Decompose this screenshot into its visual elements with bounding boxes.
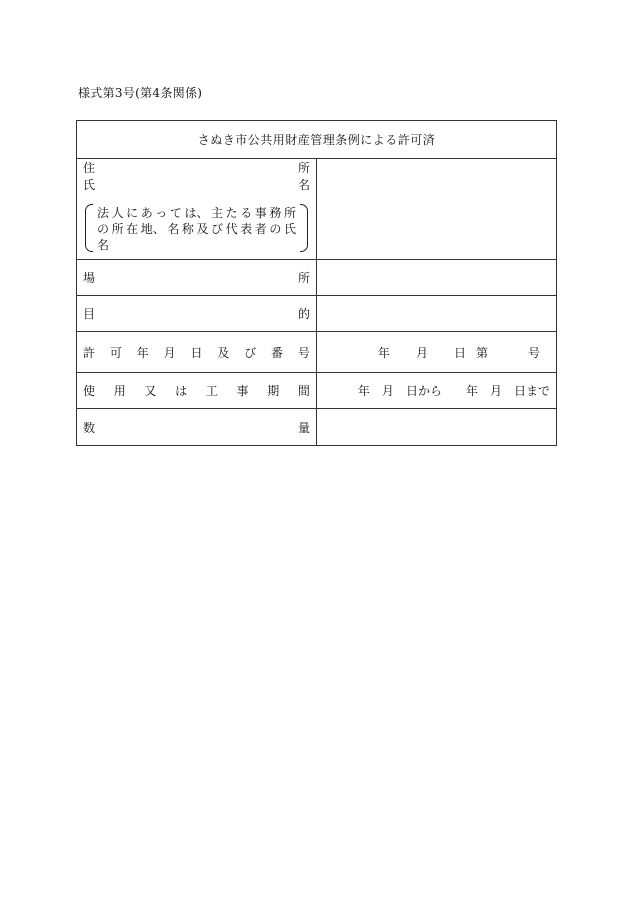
label-char: 月 — [415, 345, 428, 360]
label-char: 務 — [269, 206, 282, 220]
label-char: 日 — [453, 345, 466, 360]
label-char: 号 — [297, 345, 310, 360]
label-char: 目 — [83, 307, 96, 321]
label-char: 場 — [83, 271, 96, 285]
label-char: 日 — [190, 345, 203, 360]
label-char: 年 — [357, 384, 370, 398]
corporation-note — [83, 205, 310, 253]
quantity-label-cell — [77, 409, 317, 446]
period-value-cell[interactable] — [317, 373, 557, 409]
label-char: 代 — [225, 222, 238, 236]
label-char: 可 — [109, 345, 122, 360]
label-char: 用 — [113, 384, 126, 398]
label-char: 住 — [83, 161, 96, 175]
label-char: 称 — [181, 222, 194, 236]
label-char: び — [211, 222, 224, 236]
applicant-value-cell[interactable] — [317, 159, 557, 260]
place-label-cell — [77, 260, 317, 296]
label-char: 日から — [405, 384, 442, 398]
label-char: 者 — [254, 222, 267, 236]
label-char: 事 — [236, 384, 249, 398]
label-char: び — [244, 345, 257, 360]
permit-date-value-cell[interactable] — [317, 332, 557, 373]
label-char: 第 — [475, 345, 488, 360]
label-char: 月 — [489, 384, 502, 398]
permit-date-label-cell — [77, 332, 317, 373]
label-char: は — [175, 384, 188, 398]
applicant-label-cell — [77, 159, 317, 260]
purpose-value-cell[interactable] — [317, 296, 557, 332]
label-char: っ — [155, 206, 168, 220]
label-char: 年 — [465, 384, 478, 398]
label-char: 使 — [83, 384, 96, 398]
permit-date-label — [83, 344, 310, 361]
place-label — [83, 269, 310, 286]
label-char: 年 — [377, 345, 390, 360]
label-char: 所 — [297, 271, 310, 285]
corporation-note-line-2 — [97, 221, 296, 237]
label-char: て — [169, 206, 182, 220]
corporation-note-line-1 — [97, 205, 296, 221]
table-title: さぬき市公共用財産管理条例による許可済 — [77, 121, 557, 159]
corporation-note-line-3: 名 — [97, 238, 110, 252]
label-char: 量 — [297, 420, 310, 435]
label-char: 月 — [381, 384, 394, 398]
label-char: 及 — [196, 222, 209, 236]
period-label — [83, 382, 310, 399]
label-char: 月 — [163, 345, 176, 360]
label-char: 人 — [111, 206, 124, 220]
left-bracket — [85, 204, 93, 252]
label-char: 主 — [211, 206, 224, 220]
label-char: 年 — [136, 345, 149, 360]
label-char: 氏 — [283, 222, 296, 236]
label-char: 工 — [205, 384, 218, 398]
label-char: 所 — [111, 222, 124, 236]
label-char: 名 — [297, 178, 310, 192]
label-char: た — [225, 206, 238, 220]
label-char: 名 — [167, 222, 180, 236]
period-label-cell — [77, 373, 317, 409]
label-char: 所 — [297, 161, 310, 175]
label-char: に — [126, 206, 139, 220]
quantity-label — [83, 419, 310, 436]
label-char: 許 — [83, 345, 96, 360]
permit-table — [76, 120, 557, 446]
right-bracket — [300, 204, 308, 252]
label-char: 番 — [271, 345, 284, 360]
label-char: 数 — [83, 420, 96, 435]
label-char: 事 — [254, 206, 267, 220]
label-char: る — [240, 206, 253, 220]
label-char: 表 — [240, 222, 253, 236]
label-char: 的 — [297, 307, 310, 321]
label-char: 日まで — [513, 384, 550, 398]
label-char: 在 — [126, 222, 139, 236]
label-char: の — [97, 222, 110, 236]
label-char: の — [269, 222, 282, 236]
label-char: 所 — [283, 206, 296, 220]
label-char: 地、 — [140, 222, 165, 236]
purpose-label-cell — [77, 296, 317, 332]
period-value — [323, 382, 550, 399]
label-char: は、 — [184, 206, 209, 220]
form-number-label: 様式第3号(第4条関係) — [78, 86, 203, 100]
purpose-label — [83, 305, 310, 322]
quantity-value-cell[interactable] — [317, 409, 557, 446]
label-char: あ — [140, 206, 153, 220]
address-label — [83, 159, 310, 176]
label-char: 期 — [267, 384, 280, 398]
place-value-cell[interactable] — [317, 260, 557, 296]
name-label — [83, 176, 310, 193]
permit-date-value — [323, 344, 550, 361]
label-char: 氏 — [83, 178, 96, 192]
label-char: 又 — [144, 384, 157, 398]
label-char: 間 — [297, 384, 310, 398]
label-char: 号 — [527, 345, 540, 360]
label-char: 及 — [217, 345, 230, 360]
label-char: 法 — [97, 206, 110, 220]
